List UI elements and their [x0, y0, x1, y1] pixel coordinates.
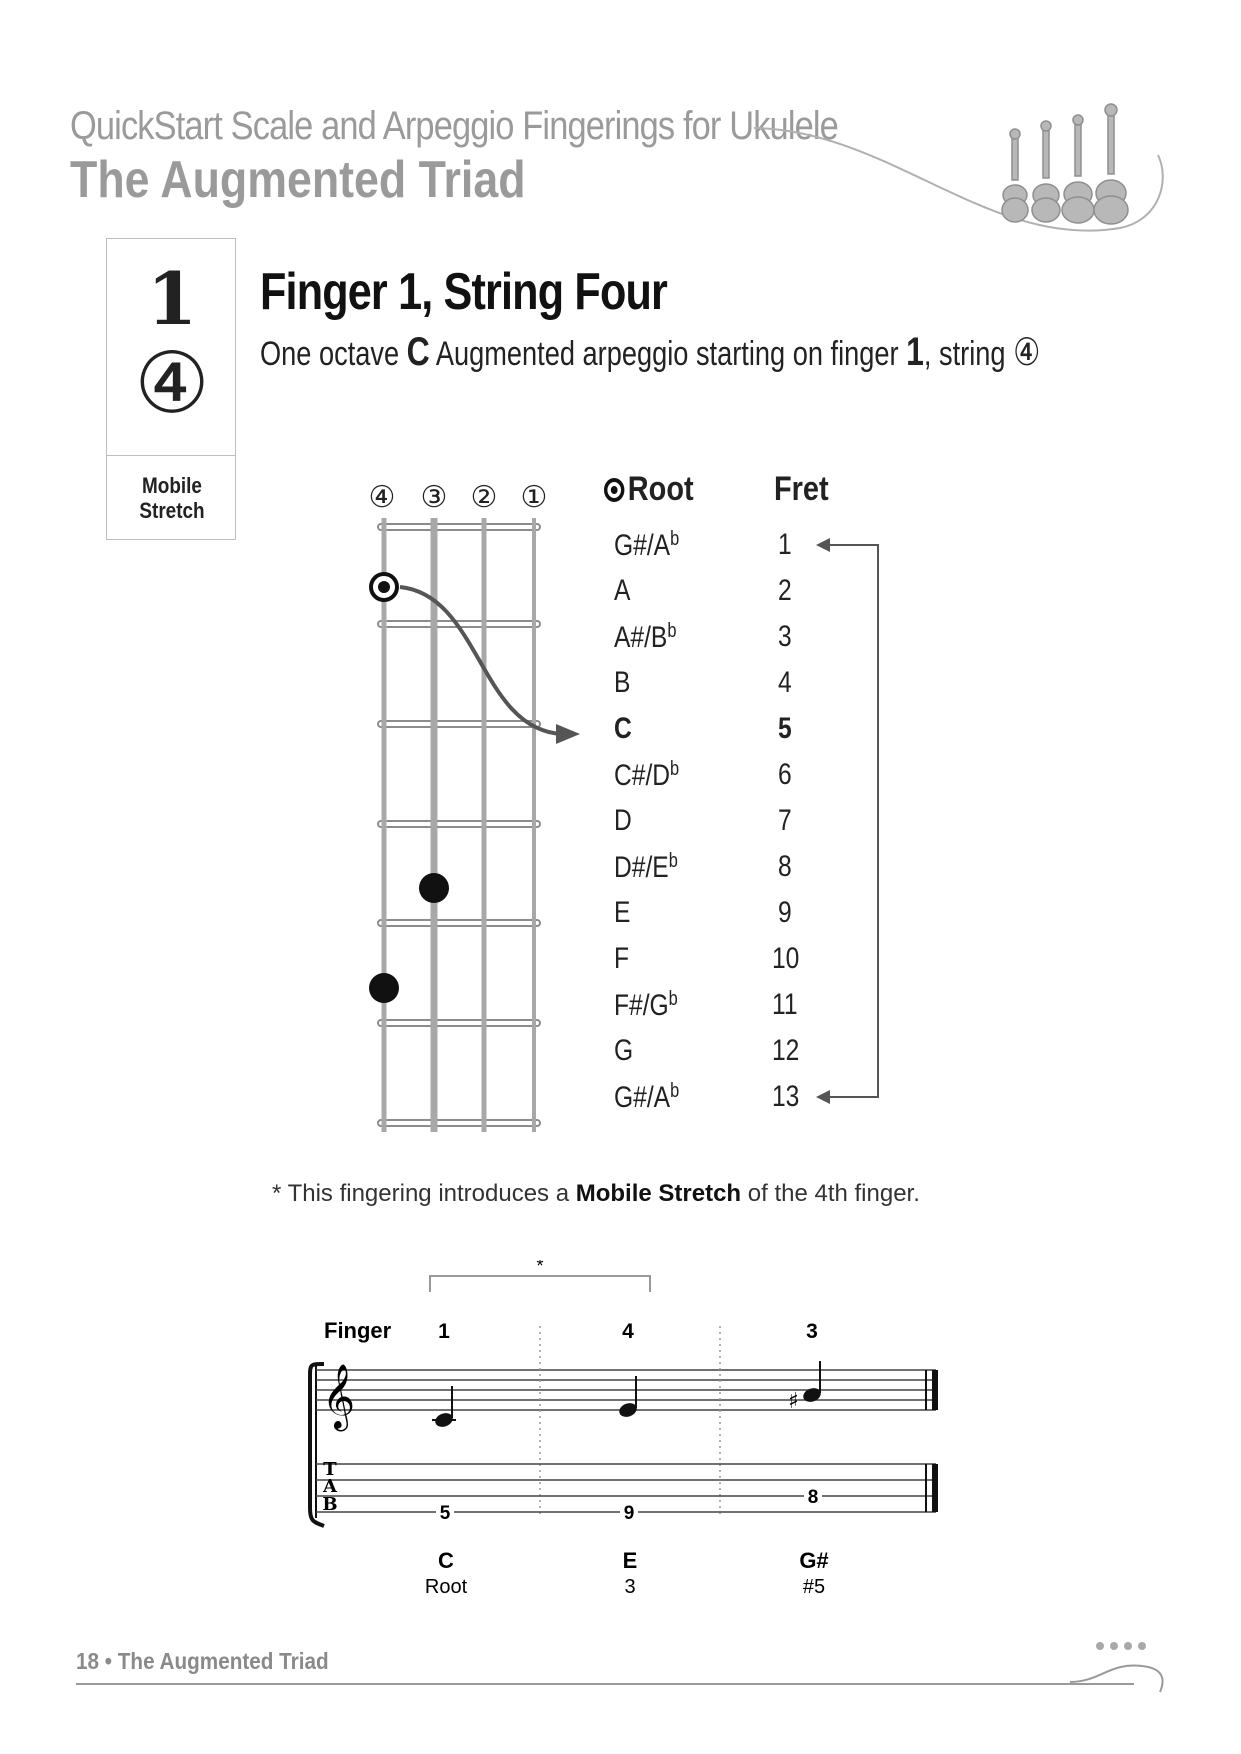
section-title: The Augmented Triad — [70, 151, 526, 209]
fret-wire — [378, 721, 540, 727]
finger-label: Finger — [324, 1318, 392, 1343]
subtitle-prefix: One octave — [260, 335, 407, 373]
octave-bracket — [810, 530, 880, 1110]
finger-number: 3 — [806, 1320, 818, 1343]
svg-text:B: B — [322, 1494, 338, 1515]
svg-text:T: T — [323, 1459, 337, 1480]
ukulele-icon — [1032, 121, 1060, 222]
subtitle-string-symbol: ④ — [1013, 330, 1041, 374]
fret-number: 6 — [778, 758, 792, 791]
fret-number: 11 — [772, 988, 798, 1021]
fret-wire — [378, 821, 540, 827]
staff-note — [432, 1386, 456, 1429]
stretch-label-line1: Mobile — [142, 473, 202, 498]
note-name: $C\#/D^b$ — [614, 758, 680, 792]
final-barline-thick — [932, 1370, 938, 1410]
tab-fret-number: 5 — [439, 1503, 451, 1524]
note-name: $F\#/G^b$ — [614, 988, 678, 1022]
tab-fret-number: 9 — [623, 1503, 635, 1524]
note-name-label: G# — [799, 1548, 829, 1573]
footnote — [272, 1180, 920, 1208]
note-name: $D\#/E^b$ — [614, 850, 678, 884]
note-name-root: C — [614, 712, 632, 745]
subtitle-finger: 1 — [906, 330, 924, 374]
treble-clef-icon: 𝄞 — [322, 1364, 356, 1429]
fret-number: 2 — [778, 574, 792, 607]
root-arrow-head — [556, 724, 580, 744]
fret-wire — [378, 1020, 540, 1026]
stretch-label-line2: Stretch — [139, 498, 205, 523]
subtitle-key: C — [406, 330, 430, 374]
finger-number: 4 — [622, 1320, 634, 1343]
ukulele-icon — [1062, 115, 1094, 223]
fret-number: 7 — [778, 804, 792, 837]
fret-header: Fret — [774, 470, 829, 508]
degree-label: Root — [424, 1576, 468, 1598]
fret-number: 10 — [772, 942, 800, 975]
fret-number: 1 — [778, 528, 792, 561]
footnote-suffix: of the 4th finger. — [741, 1180, 920, 1207]
fret-wire — [378, 524, 540, 530]
stretch-type-label — [116, 473, 228, 523]
svg-text:A: A — [323, 1476, 337, 1497]
footnote-bold: Mobile Stretch — [575, 1180, 742, 1207]
fret-number: 13 — [772, 1080, 800, 1113]
root-header-label: Root — [627, 470, 694, 508]
note-dot — [419, 873, 449, 903]
fingering-indicator-box — [106, 238, 236, 540]
root-arrow — [400, 587, 562, 734]
string-label: ① — [520, 480, 548, 515]
root-header — [604, 470, 694, 509]
sharp-icon: ♯ — [788, 1389, 799, 1414]
footnote-prefix: * This fingering introduces a — [272, 1180, 576, 1207]
fret-number: 12 — [772, 1034, 800, 1067]
note-name-label: E — [622, 1548, 638, 1573]
note-name: F — [614, 942, 630, 975]
tab-fret-number: 8 — [807, 1487, 819, 1508]
string-label: ② — [470, 480, 498, 515]
ukulele-icon — [1002, 129, 1028, 222]
note-name: $G\#/A^b$ — [614, 1080, 680, 1114]
string-label: ③ — [420, 480, 448, 515]
tab-final-barline-thick — [932, 1464, 938, 1512]
fret-wire — [378, 1120, 540, 1126]
ukulele-icon — [1094, 104, 1128, 224]
note-dot — [369, 973, 399, 1003]
fingering-subtitle — [260, 330, 1040, 375]
fret-number: 4 — [778, 666, 792, 699]
staff-note — [788, 1361, 823, 1414]
header-decoration — [740, 100, 1170, 235]
note-name: A — [614, 574, 631, 607]
box-divider — [107, 455, 235, 456]
root-legend-icon — [604, 478, 624, 502]
fret-number-root: 5 — [778, 712, 792, 745]
bracket-arrow-head — [816, 538, 830, 552]
note-name: D — [614, 804, 632, 837]
book-title: QuickStart Scale and Arpeggio Fingerings for Ukulele — [70, 104, 838, 148]
footer-line — [76, 1683, 1134, 1685]
fret-number: 3 — [778, 620, 792, 653]
degree-label: #5 — [802, 1576, 826, 1598]
fret-number: 8 — [778, 850, 792, 883]
fingering-title: Finger 1, String Four — [260, 263, 667, 321]
degree-label: 3 — [624, 1576, 636, 1598]
bracket-arrow-head — [816, 1090, 830, 1104]
fret-number: 9 — [778, 896, 792, 929]
footer-page-label: 18 • The Augmented Triad — [76, 1648, 329, 1674]
staff-note — [617, 1376, 638, 1419]
fret-wire — [378, 920, 540, 926]
notation-and-tab — [300, 1260, 950, 1600]
note-name: B — [614, 666, 631, 699]
tab-clef-icon — [322, 1459, 338, 1515]
root-marker — [371, 574, 397, 600]
dotted-barlines — [540, 1326, 720, 1518]
subtitle-middle: Augmented arpeggio starting on finger — [429, 335, 907, 373]
note-name: E — [614, 896, 631, 929]
starting-finger-number: 1 — [146, 256, 198, 341]
stretch-bracket — [430, 1276, 650, 1292]
note-name: $A\#/B^b$ — [614, 620, 677, 654]
subtitle-string-text: , string — [923, 335, 1014, 373]
note-name: $G\#/A^b$ — [614, 528, 680, 562]
starting-string-symbol: ④ — [134, 334, 210, 432]
string-label: ④ — [368, 480, 396, 515]
footer-decoration — [1070, 1636, 1170, 1696]
note-name: G — [614, 1034, 634, 1067]
finger-number: 1 — [438, 1320, 450, 1343]
note-name-label: C — [438, 1548, 454, 1573]
stretch-bracket-mark: * — [536, 1260, 544, 1276]
